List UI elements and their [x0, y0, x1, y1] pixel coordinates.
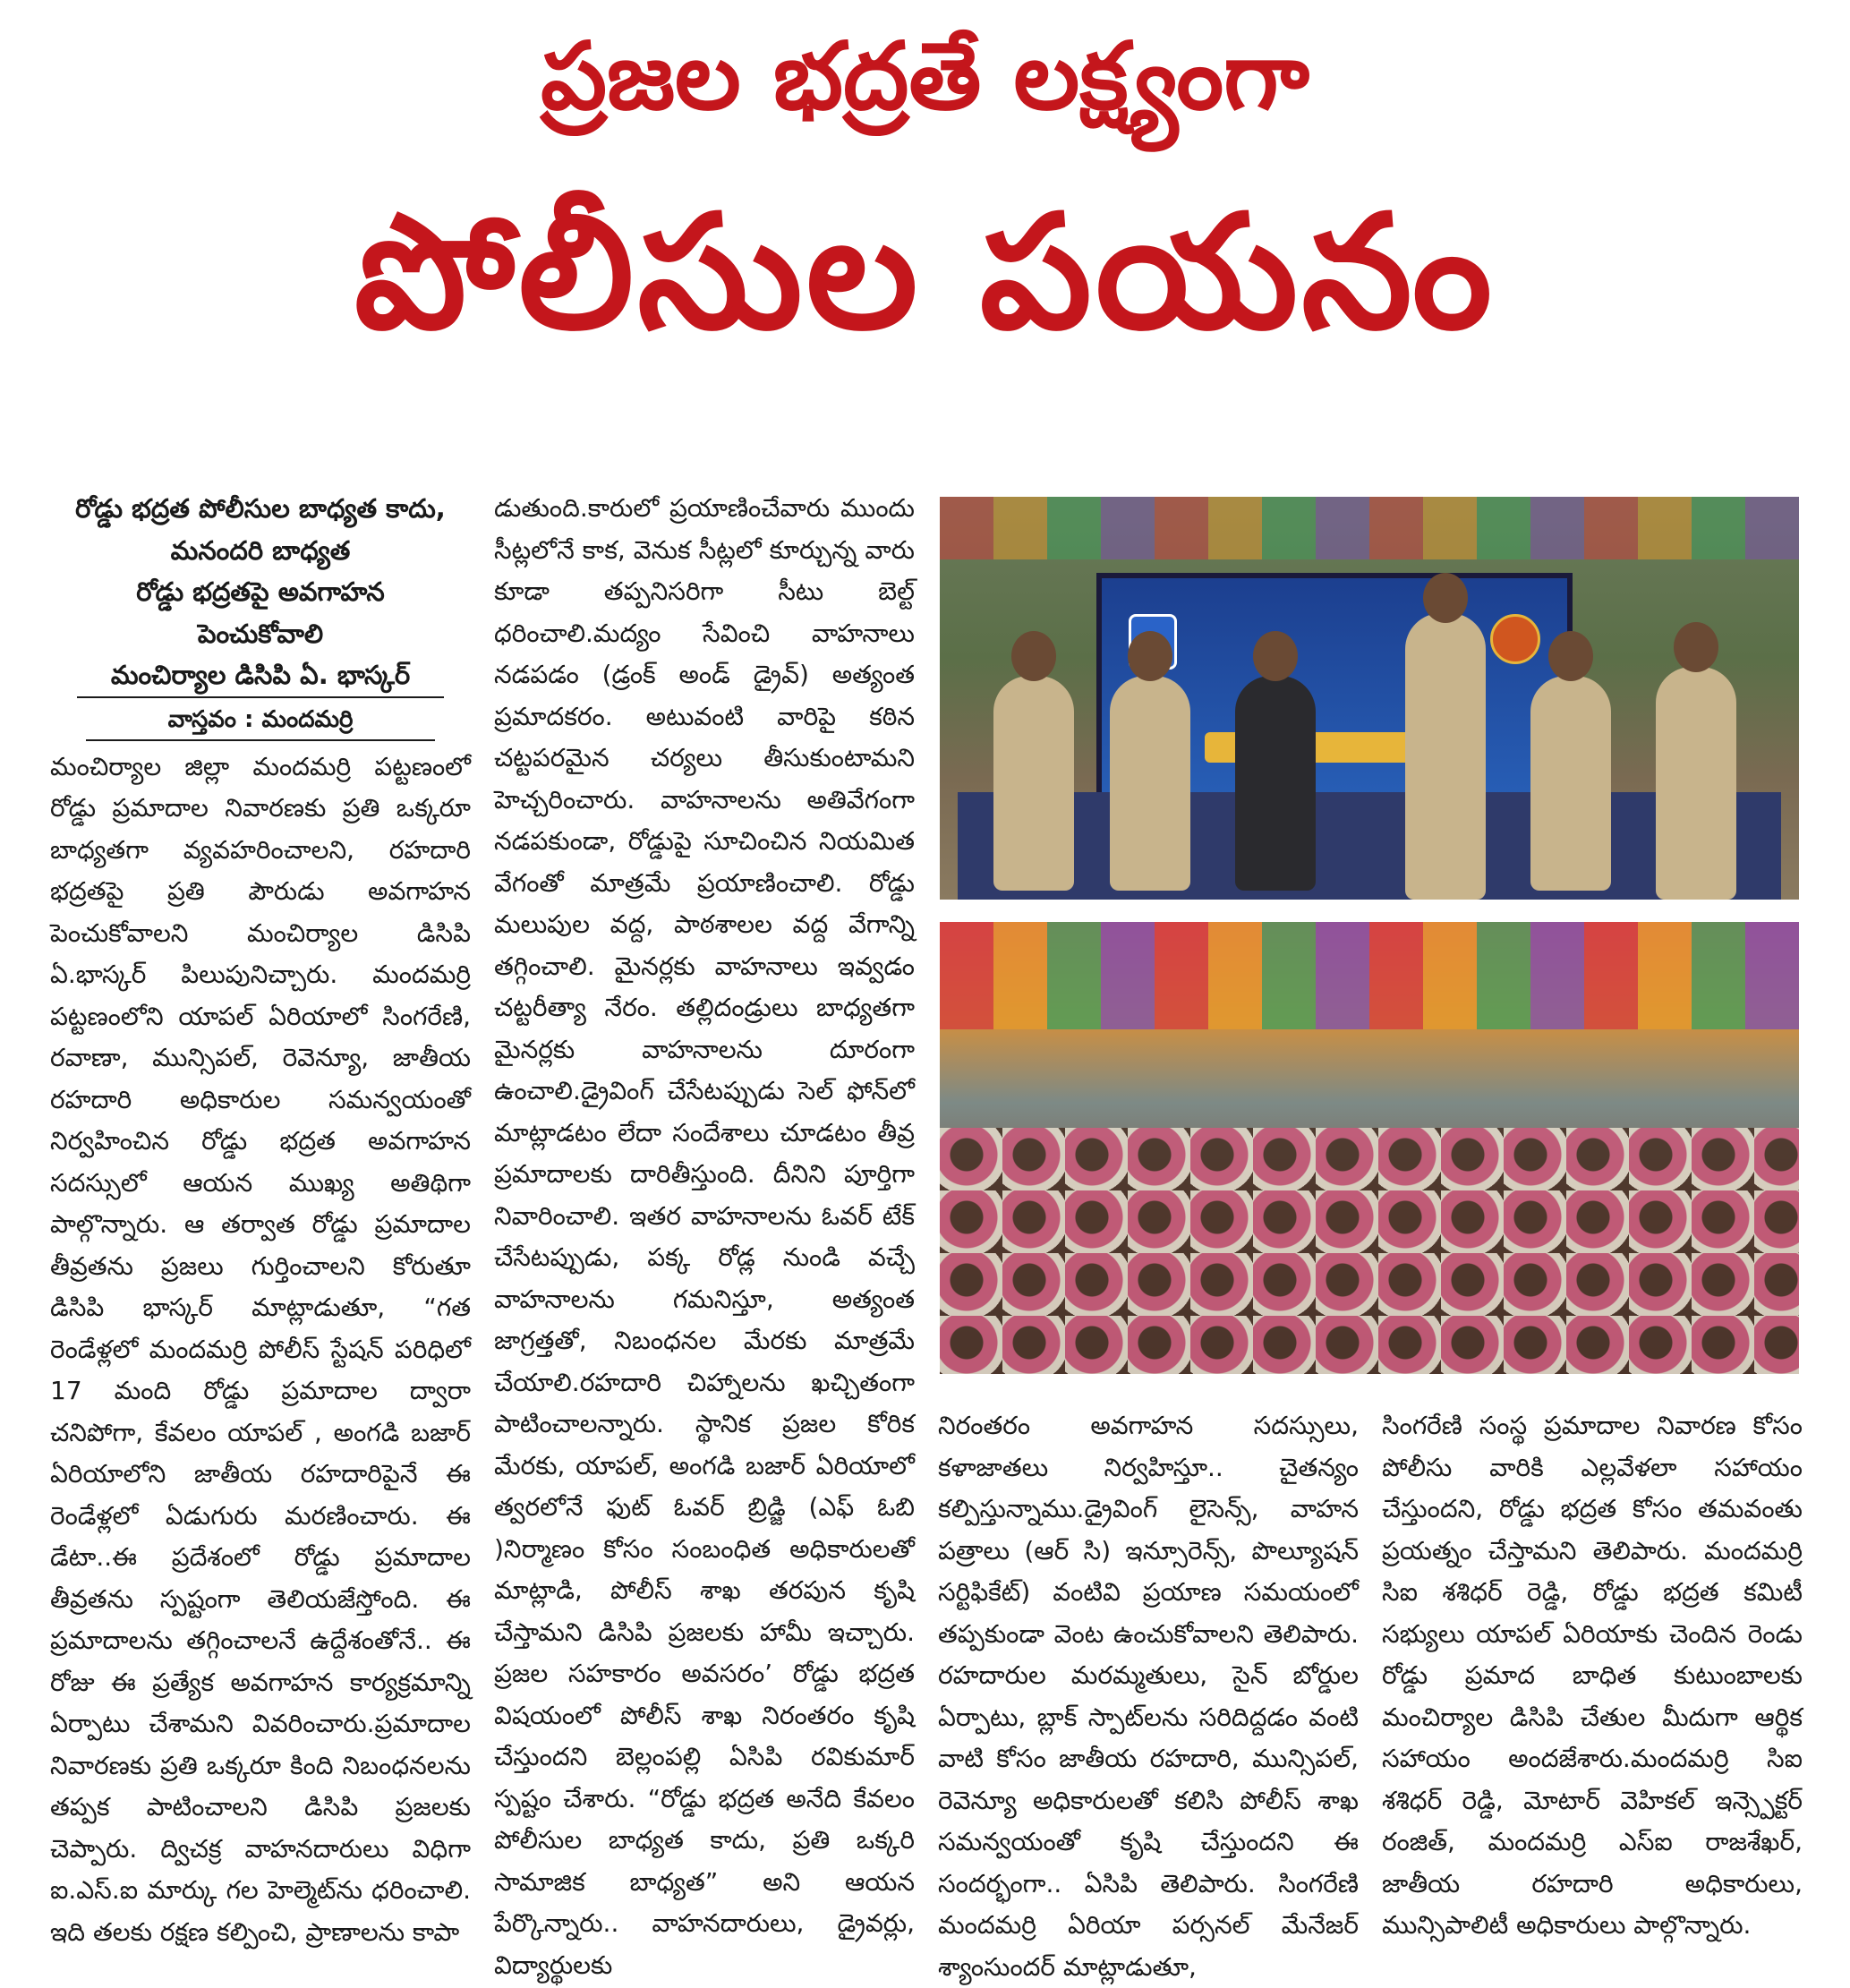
deck-line-4: పెంచుకోవాలి: [197, 618, 324, 649]
photo-audience: [940, 922, 1799, 1374]
column-3: [938, 1405, 1359, 1988]
column-4: [1382, 1405, 1803, 1947]
photo-dais: [940, 497, 1799, 900]
officer-head: [1674, 622, 1718, 672]
speaker-figure: [1405, 613, 1486, 900]
official-figure: [1235, 676, 1316, 891]
tent-stripes: [940, 922, 1799, 1029]
speaker-head: [1423, 573, 1468, 623]
main-headline: పోలీసుల పయనం: [354, 181, 1496, 364]
officer-head: [1011, 631, 1056, 681]
article-text-col4: సింగరేణి సంస్థ ప్రమాదాల నివారణ కోసం పోలీసు వారికి ఎల్లవేళలా సహాయం చేస్తుందని, రోడ్డు భద్రత కోసం తమవంతు ప్రయత్నం చేస్తామని తెలిపారు. మందమర్రి సిఐ శశిధర్ రెడ్డి, రోడ్డు భద్రత కమిటీ సభ్యులు యాపల్ ఏరియాకు చెందిన రెండు రోడ్డు ప్రమాద బాధిత కుటుంబాలకు మంచిర్యాల డిసిపి చేతుల మీదుగా ఆర్థిక సహాయం అందజేశారు.మందమర్రి సిఐ శశిధర్ రెడ్డి, మోటార్ వెహికల్ ఇన్స్పెక్టర్ రంజిత్, మందమర్రి ఎస్ఐ రాజశేఖర్, జాతీయ రహదారి అధికారులు, మున్సిపాలిటీ అధికారులు పాల్గొన్నారు.: [1382, 1411, 1803, 1940]
article-text-col1: మంచిర్యాల జిల్లా మందమర్రి పట్టణంలో రోడ్డు ప్రమాదాల నివారణకు ప్రతి ఒక్కరూ బాధ్యతగా వ్యవహరించాలని, రహదారి భద్రతపై ప్రతి పౌరుడు అవగాహన పెంచుకోవాలని మంచిర్యాల డిసిపి ఏ.భాస్కర్ పిలుపునిచ్చారు. మందమర్రి పట్టణంలోని యాపల్ ఏరియాలో సింగరేణి, రవాణా, మున్సిపల్, రెవెన్యూ, జాతీయ రహదారి అధికారుల సమన్వయంతో నిర్వహించిన రోడ్డు భద్రత అవగాహన సదస్సులో ఆయన ముఖ్య అతిథిగా పాల్గొన్నారు. ఆ తర్వాత రోడ్డు ప్రమాదాల తీవ్రతను ప్రజలు గుర్తించాలని కోరుతూ డిసిపి భాస్కర్ మాట్లాడుతూ, “గత రెండేళ్లలో మందమర్రి పోలీస్ స్టేషన్ పరిధిలో 17 మంది రోడ్డు ప్రమాదాల ద్వారా చనిపోగా, కేవలం యాపల్ , అంగడి బజార్ ఏరియాలోని జాతీయ రహదారిపైనే ఈ రెండేళ్లలో ఏడుగురు మరణించారు. ఈ డేటా..ఈ ప్రదేశంలో రోడ్డు ప్రమాదాల తీవ్రతను స్పష్టంగా తెలియజేస్తోంది. ఈ ప్రమాదాలను తగ్గించాలనే ఉద్దేశంతోనే.. ఈ రోజు ఈ ప్రత్యేక అవగాహన కార్యక్రమాన్ని ఏర్పాటు చేశామని వివరించారు.ప్రమాదాల నివారణకు ప్రతి ఒక్కరూ కింది నిబంధనలను తప్పక పాటించాలని డిసిపి ప్రజలకు చెప్పారు. ద్విచక్ర వాహనదారులు విధిగా ఐ.ఎస్.ఐ మార్కు గల హెల్మెట్‌ను ధరించాలి. ఇది తలకు రక్షణ కల్పించి, ప్రాణాలను కాపా: [50, 751, 471, 1947]
article-text-col3: నిరంతరం అవగాహన సదస్సులు, కళాజాతలు నిర్వహిస్తూ.. చైతన్యం కల్పిస్తున్నాము.డ్రైవింగ్ లైసెన్స్, వాహన పత్రాలు (ఆర్ సి) ఇన్సూరెన్స్, పొల్యూషన్ సర్టిఫికేట్) వంటివి ప్రయాణ సమయంలో తప్పకుండా వెంట ఉంచుకోవాలని తెలిపారు. రహదారుల మరమ్మతులు, సైన్ బోర్డుల ఏర్పాటు, బ్లాక్ స్పాట్‌లను సరిదిద్దడం వంటి వాటి కోసం జాతీయ రహదారి, మున్సిపల్, రెవెన్యూ అధికారులతో కలిసి పోలీస్ శాఖ సమన్వయంతో కృషి చేస్తుందని ఈ సందర్భంగా.. ఏసిపి తెలిపారు. సింగరేణి మందమర్రి ఏరియా పర్సనల్ మేనేజర్ శ్యాంసుందర్ మాట్లాడుతూ,: [938, 1411, 1359, 1982]
deck-line-1: రోడ్డు భద్రత పోలీసుల బాధ్యత కాదు,: [75, 493, 446, 524]
column-1: [50, 488, 471, 1953]
official-head: [1253, 631, 1298, 681]
deck-line-3: రోడ్డు భద్రతపై అవగాహన: [136, 576, 385, 607]
article-text-col2: డుతుంది.కారులో ప్రయాణించేవారు ముందు సీట్లలోనే కాక, వెనుక సీట్లలో కూర్చున్న వారు కూడా తప్పనిసరిగా సీటు బెల్ట్ ధరించాలి.మద్యం సేవించి వాహనాలు నడపడం (డ్రంక్ అండ్ డ్రైవ్) అత్యంత ప్రమాదకరం. అటువంటి వారిపై కఠిన చట్టపరమైన చర్యలు తీసుకుంటామని హెచ్చరించారు. వాహనాలను అతివేగంగా నడపకుండా, రోడ్డుపై సూచించిన నియమిత వేగంతో మాత్రమే ప్రయాణించాలి. రోడ్డు మలుపుల వద్ద, పాఠశాలల వద్ద వేగాన్ని తగ్గించాలి. మైనర్లకు వాహనాలు ఇవ్వడం చట్టరీత్యా నేరం. తల్లిదండ్రులు బాధ్యతగా మైనర్లకు వాహనాలను దూరంగా ఉంచాలి.డ్రైవింగ్ చేసేటప్పుడు సెల్ ఫోన్‌లో మాట్లాడటం లేదా సందేశాలు చూడటం తీవ్ర ప్రమాదాలకు దారితీస్తుంది. దీనిని పూర్తిగా నివారించాలి. ఇతర వాహనాలను ఓవర్ టేక్ చేసేటప్పుడు, పక్క రోడ్ల నుండి వచ్చే వాహనాలను గమనిస్తూ, అత్యంత జాగ్రత్తతో, నిబంధనల మేరకు మాత్రమే చేయాలి.రహదారి చిహ్నాలను ఖచ్చితంగా పాటించాలన్నారు. స్థానిక ప్రజల కోరిక మేరకు, యాపల్, అంగడి బజార్ ఏరియాలో త్వరలోనే ఫుట్ ఓవర్ బ్రిడ్జి (ఎఫ్ ఓబి )నిర్మాణం కోసం సంబంధిత అధికారులతో మాట్లాడి, పోలీస్ శాఖ తరపున కృషి చేస్తామని డిసిపి ప్రజలకు హామీ ఇచ్చారు. ప్రజల సహకారం అవసరం’ రోడ్డు భద్రత విషయంలో పోలీస్ శాఖ నిరంతరం కృషి చేస్తుందని బెల్లంపల్లి ఏసిపి రవికుమార్ స్పష్టం చేశారు. “రోడ్డు భద్రత అనేది కేవలం పోలీసుల బాధ్యత కాదు, ప్రతి ఒక్కరి సామాజిక బాధ్యత” అని ఆయన పేర్కొన్నారు.. వాహనదారులు, డ్రైవర్లు, విద్యార్థులకు: [494, 493, 915, 1980]
officer-head: [1548, 631, 1593, 681]
deck-line-5: మంచిర్యాల డిసిపి ఏ. భాస్కర్: [77, 654, 444, 698]
column-2: [494, 488, 915, 1986]
dateline: వాస్తవం : మందమర్రి: [86, 700, 435, 741]
officer-figure: [993, 676, 1074, 891]
officer-figure: [1110, 676, 1190, 891]
officer-figure: [1530, 676, 1611, 891]
deck-line-2: మనందరి బాధ్యత: [170, 534, 351, 566]
emblem-icon: [1490, 614, 1540, 664]
tent-stripes: [940, 497, 1799, 559]
kicker-heading: ప్రజల భద్రతే లక్ష్యంగా: [541, 21, 1309, 131]
officer-figure: [1656, 667, 1736, 900]
officer-head: [1128, 631, 1172, 681]
audience-crowd: [940, 1128, 1799, 1374]
